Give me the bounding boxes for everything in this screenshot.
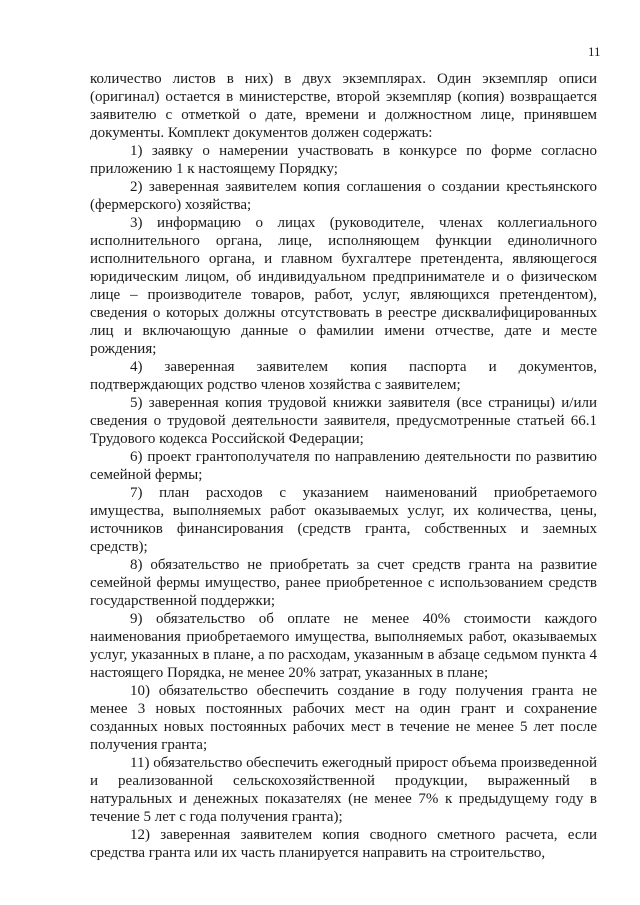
list-item: 10) обязательство обеспечить создание в году получения гранта не менее 3 новых постоянных рабочих мест на один грант и сохранение созданных новых постоянных рабочих мест в течение не менее 5 лет после получения гранта; xyxy=(90,683,597,753)
list-item: 1) заявку о намерении участвовать в конкурсе по форме согласно приложению 1 к настоящему Порядку; xyxy=(90,143,597,177)
list-item: 3) информацию о лицах (руководителе, членах коллегиального исполнительного органа, лице, исполняющем функции единоличного исполнительного органа, и главном бухгалтере претендента, являющегося юридическим лицом, об индивидуальном предпринимателе и о физическом лице – производителе товаров, работ, услуг, являющихся претендентом), сведения о которых должны отсутствовать в реестре дисквалифицированных лиц и включающую данные о фамилии имени отчестве, дате и месте рождения; xyxy=(90,215,597,357)
list-item: 9) обязательство об оплате не менее 40% стоимости каждого наименования приобретаемого имущества, выполняемых работ, оказываемых услуг, указанных в плане, а по расходам, указанным в абзаце седьмом пункта 4 настоящего Порядка, не менее 20% затрат, указанных в плане; xyxy=(90,611,597,681)
list-item: 7) план расходов с указанием наименований приобретаемого имущества, выполняемых работ оказываемых услуг, их количества, цены, источников финансирования (средств гранта, собственных и заемных средств); xyxy=(90,485,597,555)
list-item: 2) заверенная заявителем копия соглашения о создании крестьянского (фермерского) хозяйства; xyxy=(90,179,597,213)
page-number: 11 xyxy=(588,44,601,59)
list-item: 8) обязательство не приобретать за счет средств гранта на развитие семейной фермы имущество, ранее приобретенное с использованием средств государственной поддержки; xyxy=(90,557,597,609)
list-item: 6) проект грантополучателя по направлению деятельности по развитию семейной фермы; xyxy=(90,449,597,483)
list-item: 11) обязательство обеспечить ежегодный прирост объема произведенной и реализованной сельскохозяйственной продукции, выраженный в натуральных и денежных показателях (не менее 7% к предыдущему году в течение 5 лет с года получения гранта); xyxy=(90,755,597,825)
lead-paragraph: количество листов в них) в двух экземплярах. Один экземпляр описи (оригинал) остается в министерстве, второй экземпляр (копия) возвращается заявителю с отметкой о дате, времени и должностном лице, принявшем документы. Комплект документов должен содержать: xyxy=(90,71,597,141)
list-item: 12) заверенная заявителем копия сводного сметного расчета, если средства гранта или их часть планируется направить на строительство, xyxy=(90,827,597,861)
list-item: 4) заверенная заявителем копия паспорта и документов, подтверждающих родство членов хозяйства с заявителем; xyxy=(90,359,597,393)
list-item: 5) заверенная копия трудовой книжки заявителя (все страницы) и/или сведения о трудовой деятельности заявителя, предусмотренные статьей 66.1 Трудового кодекса Российской Федерации; xyxy=(90,395,597,447)
document-body xyxy=(90,70,597,862)
